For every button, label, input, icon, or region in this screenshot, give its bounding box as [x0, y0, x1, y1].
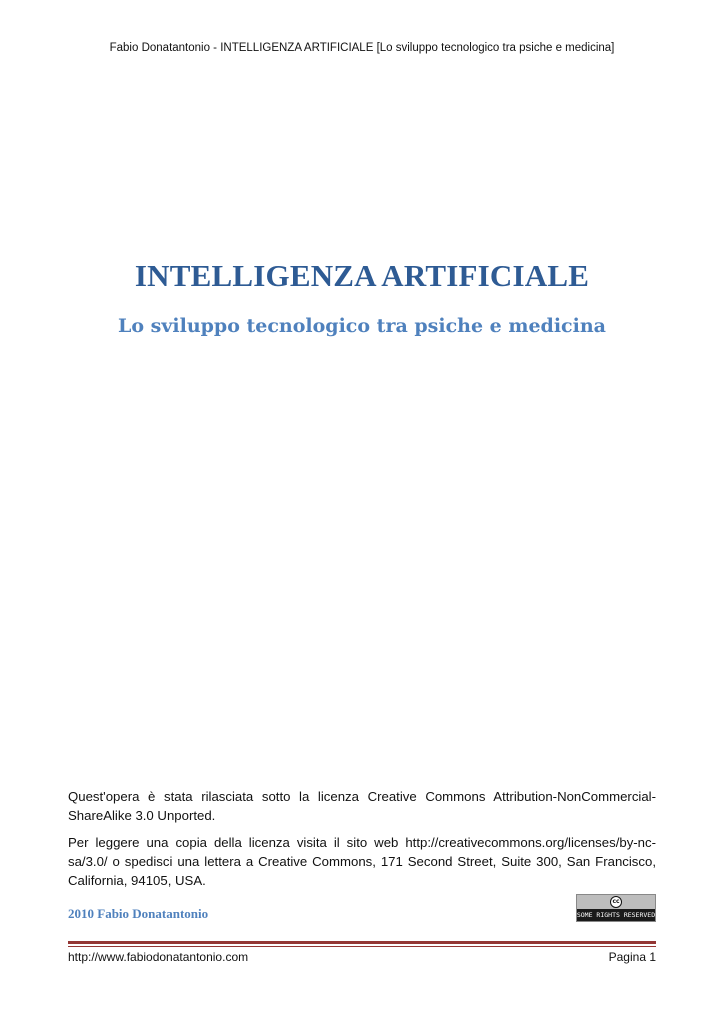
- running-header: Fabio Donatantonio - INTELLIGENZA ARTIFICIALE [Lo sviluppo tecnologico tra psiche e medicina]: [109, 42, 615, 54]
- footer-divider-thin: [68, 946, 656, 947]
- document-subtitle: Lo sviluppo tecnologico tra psiche e medicina: [118, 315, 606, 337]
- cc-license-badge[interactable]: [576, 894, 656, 922]
- cc-badge-top: [577, 895, 655, 909]
- document-title: INTELLIGENZA ARTIFICIALE: [134, 258, 590, 293]
- license-paragraph-1: Quest'opera è stata rilasciata sotto la licenza Creative Commons Attribution-NonCommercial-ShareAlike 3.0 Unported.: [68, 789, 656, 823]
- footer-page-number: Pagina 1: [608, 950, 656, 964]
- footer-website-link[interactable]: http://www.fabiodonatantonio.com: [68, 950, 249, 964]
- footer-divider-thick: [68, 941, 656, 944]
- license-notice: [68, 787, 656, 898]
- cc-badge-text: SOME RIGHTS RESERVED: [576, 911, 656, 919]
- copyright-line: 2010 Fabio Donatantonio: [68, 906, 209, 921]
- license-paragraph-2: Per leggere una copia della licenza visita il sito web http://creativecommons.org/licenses/by-nc-sa/3.0/ o spedisci una lettera a Creative Commons, 171 Second Street, Suite 300, San Francisco, California, 94105, USA.: [68, 835, 656, 888]
- cc-icon: cc: [610, 896, 622, 908]
